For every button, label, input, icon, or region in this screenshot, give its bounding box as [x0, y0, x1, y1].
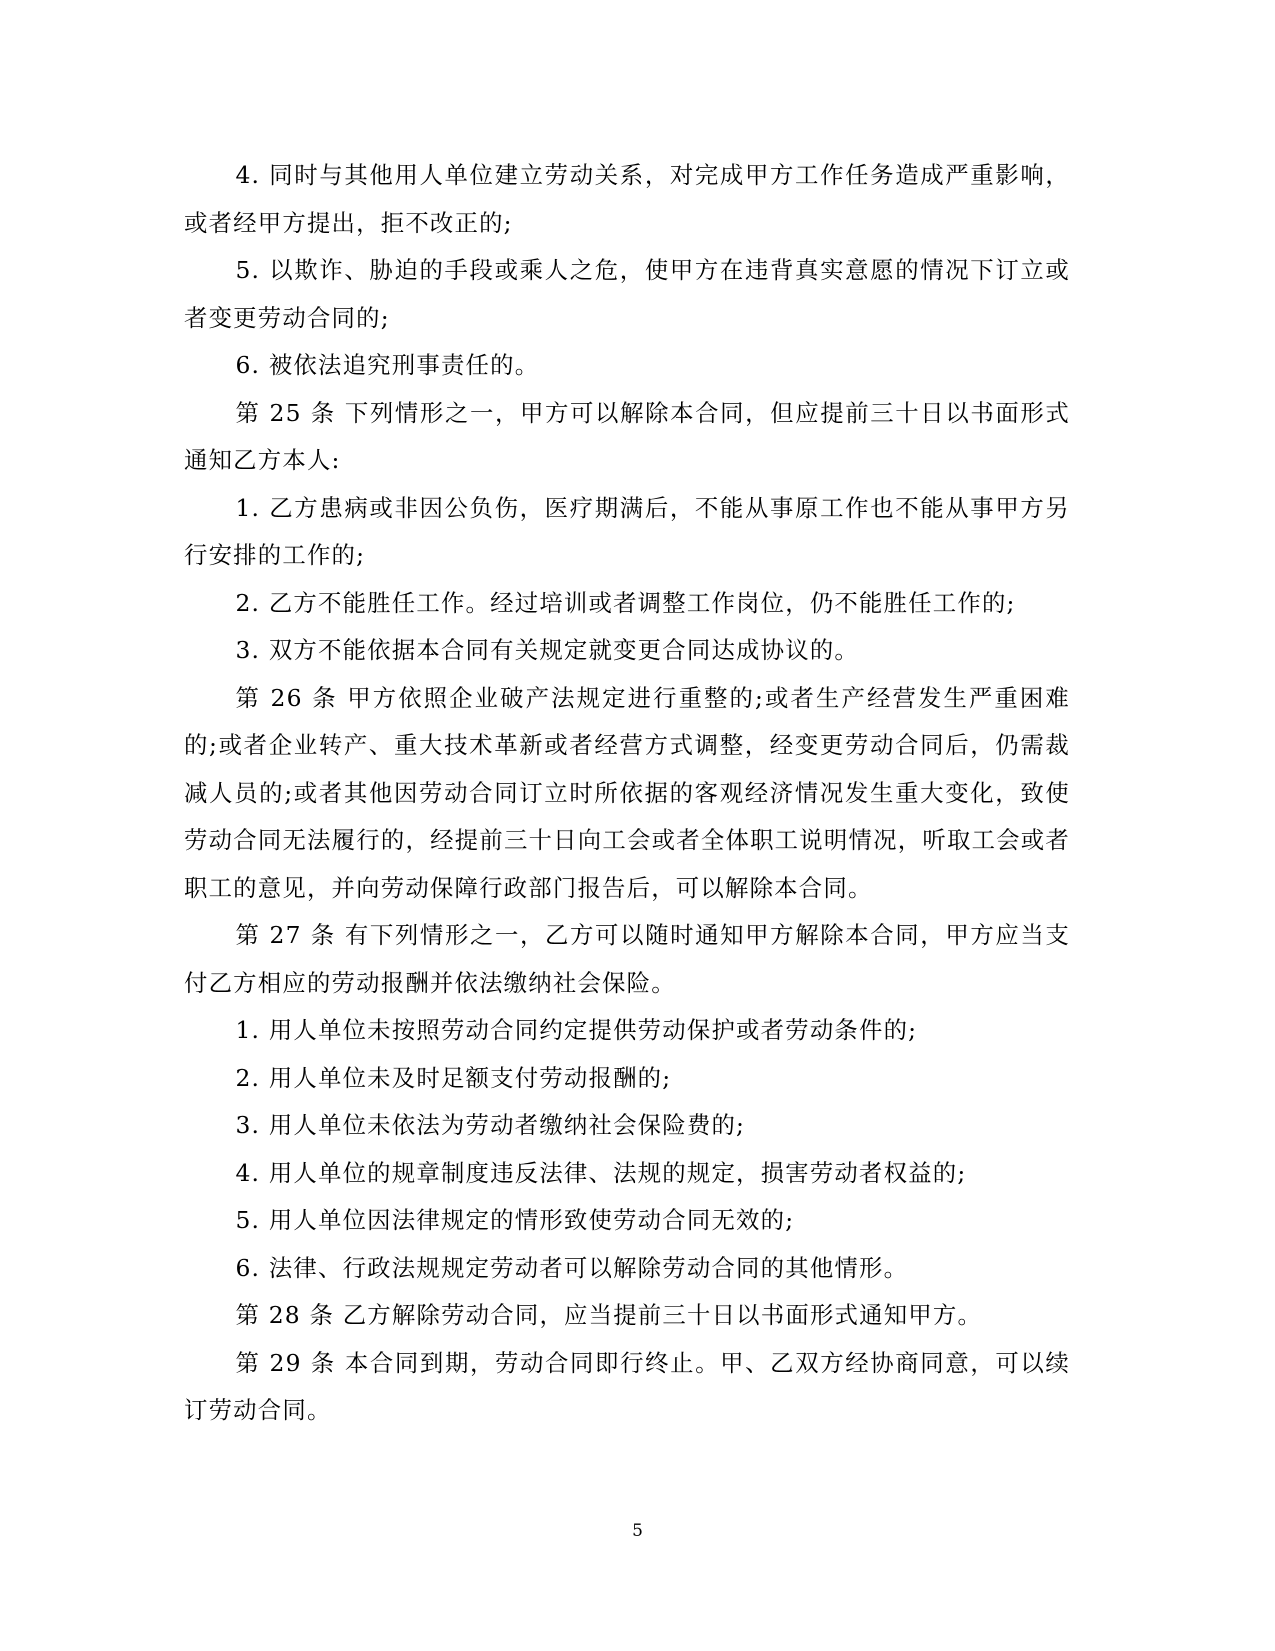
article-25-item-2: 2. 乙方不能胜任工作。经过培训或者调整工作岗位，仍不能胜任工作的; — [235, 588, 1016, 617]
document-body — [184, 152, 1070, 1435]
article-27-item-4: 4. 用人单位的规章制度违反法律、法规的规定，损害劳动者权益的; — [235, 1158, 967, 1187]
page-number: 5 — [632, 1521, 643, 1541]
article-27-item-3: 3. 用人单位未依法为劳动者缴纳社会保险费的; — [235, 1111, 746, 1139]
article-26: 第 26 条 甲方依照企业破产法规定进行重整的;或者生产经营发生严重困难的;或者企业转产、重大技术革新或者经营方式调整，经变更劳动合同后，仍需裁减人员的;或者其他因劳动合同订立时所依据的客观经济情况发生重大变化，致使劳动合同无法履行的，经提前三十日向工会或者全体职工说明情况，听取工会或者职工的意见，并向劳动保障行政部门报告后，可以解除本合同。 — [184, 683, 1070, 902]
article-25: 第 25 条 下列情形之一，甲方可以解除本合同，但应提前三十日以书面形式通知乙方本人: — [184, 398, 1070, 474]
article-25-item-1: 1. 乙方患病或非因公负伤，医疗期满后，不能从事原工作也不能从事甲方另行安排的工作的; — [184, 493, 1070, 569]
article-27-item-5: 5. 用人单位因法律规定的情形致使劳动合同无效的; — [235, 1206, 795, 1234]
article-27-item-1: 1. 用人单位未按照劳动合同约定提供劳动保护或者劳动条件的; — [235, 1016, 918, 1044]
clause-item-5: 5. 以欺诈、胁迫的手段或乘人之危，使甲方在违背真实意愿的情况下订立或者变更劳动合同的; — [184, 256, 1070, 332]
article-28: 第 28 条 乙方解除劳动合同，应当提前三十日以书面形式通知甲方。 — [235, 1301, 983, 1329]
clause-item-6: 6. 被依法追究刑事责任的。 — [235, 351, 540, 379]
article-27-item-6: 6. 法律、行政法规规定劳动者可以解除劳动合同的其他情形。 — [235, 1253, 909, 1282]
article-27: 第 27 条 有下列情形之一，乙方可以随时通知甲方解除本合同，甲方应当支付乙方相应的劳动报酬并依法缴纳社会保险。 — [184, 921, 1070, 997]
clause-item-4: 4. 同时与其他用人单位建立劳动关系，对完成甲方工作任务造成严重影响，或者经甲方提出，拒不改正的; — [184, 161, 1070, 237]
article-25-item-3: 3. 双方不能依据本合同有关规定就变更合同达成协议的。 — [235, 636, 859, 664]
article-29: 第 29 条 本合同到期，劳动合同即行终止。甲、乙双方经协商同意，可以续订劳动合同。 — [184, 1348, 1070, 1424]
article-27-item-2: 2. 用人单位未及时足额支付劳动报酬的; — [235, 1063, 672, 1092]
